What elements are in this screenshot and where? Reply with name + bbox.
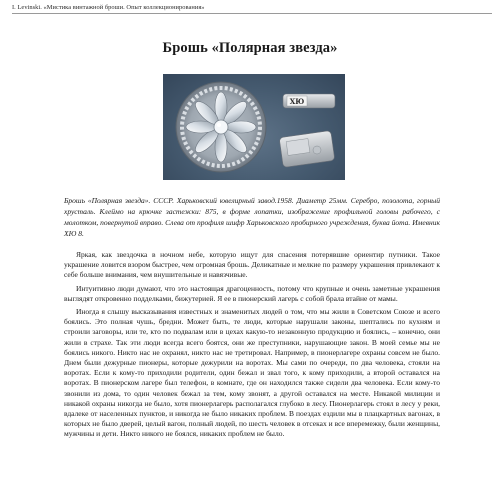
- article-title: Брошь «Полярная звезда»: [162, 40, 338, 56]
- hallmark-stamp: ХЮ: [289, 97, 305, 106]
- brooch: [176, 82, 266, 172]
- running-header: I. Levinski. «Мистика винтажной броши. Опыт коллекционирования»: [12, 4, 205, 11]
- brooch-image: [163, 74, 345, 180]
- caption-lead: Брошь «Полярная звезда». СССР. Харьковский ювелирный завод.1958. Диаметр 25мм.: [64, 196, 348, 205]
- paragraph: Иногда я слышу высказывания известных и знаменитых людей о том, что мы жили в Советском Союзе и всего боялись. Это полная чушь, бредни. Может быть, те люди, которые нарушали законы, шептались по кухням и строили заговоры, или те, кто по подвалам или в цехах какую-то незаконную продукцию и боялись, – конечно, они жили в страхе. Так эти люди всегда всего боятся, они же преступники, нарушающие закон. В моей семье мы не боялись никого. Никто нас не охранял, никто нас не третировал. Например, в пионерлагере охраны совсем не было. Днем были дежурные пионеры, которые дежурили на воротах. Мы сами по очереди, по два человека, стояли на воротах. Если к кому-то приходили родители, один бежал и звал того, к кому приходили, а второй оставался на воротах. В пионерском лагере был телефон, в комнате, где он находился также сидели два человека. Если кому-то звонили из дома, то один человек бежал за тем, кому звонят, а другой оставался на месте. Никакой милиции и никакой охраны никогда не было, хотя пионерлагерь располагался глубоко в лесу. Пионерлагерь стоял в лесу у реки, вдалеке от населенных пунктов, и никогда не было никаких проблем. В поездах ездили мы в плацкартных вагонах, в которых не было дверей, целый вагон, полный людей, по шесть человек в отсеках и все вперемежку, были женщины, мужчины и дети. Никто никого не боялся, никаких проблем не было.: [64, 307, 440, 439]
- brooch-photo: [163, 74, 345, 180]
- figure-caption: [64, 195, 440, 239]
- caption-text: Серебро, позолота, горный хрусталь. Клеймо на крючке застежки: 875, в форме лопатки, изображение профильной головы рабочего, с молотком, повернутой вправо. Слева от профиля шифр Харьковского пробирного учреждения, буква йота. Имевник ХЮ 8.: [64, 196, 440, 238]
- header-divider: [12, 13, 492, 14]
- body-text: [64, 250, 440, 443]
- paragraph: Интуитивно люди думают, что это настоящая драгоценность, потому что крупные и очень заметные украшения выглядят откровенно подделками, бижутерией. Я ее в пионерский лагерь с собой брала втайне от мамы.: [64, 283, 440, 303]
- clasp-detail: [279, 94, 335, 167]
- paragraph: Яркая, как звездочка в ночном небе, которую ищут для спасения потерявшие ориентир путники. Такое украшение ловится взором быстрее, чем огромная брошь. Деликатные и мелкие по размеру украшения привлекают к себе больше внимания, чем внушительные и навязчивые.: [64, 250, 440, 280]
